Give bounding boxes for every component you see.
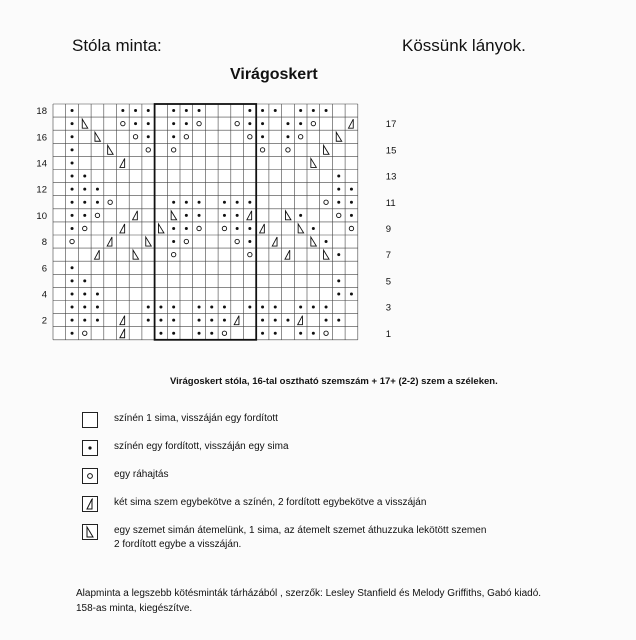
purl-dot-icon bbox=[172, 135, 175, 138]
purl-dot-icon bbox=[185, 227, 188, 230]
legend-text: színén egy fordított, visszáján egy sima bbox=[114, 441, 289, 452]
purl-dot-icon bbox=[223, 214, 226, 217]
purl-dot-icon bbox=[71, 227, 74, 230]
credits bbox=[76, 586, 541, 616]
legend-item-right-decrease bbox=[82, 524, 486, 552]
purl-dot-icon bbox=[134, 122, 137, 125]
purl-dot-icon bbox=[172, 201, 175, 204]
chart-caption: Virágoskert stóla, 16-tal osztható szemszám + 17+ (2-2) szem a széleken. bbox=[170, 376, 498, 387]
row-number-left: 12 bbox=[36, 184, 47, 196]
purl-dot-icon bbox=[312, 332, 315, 335]
right-decrease-icon bbox=[82, 524, 98, 540]
row-number-left: 14 bbox=[36, 158, 47, 170]
purl-dot-icon bbox=[185, 201, 188, 204]
row-number-left: 10 bbox=[36, 210, 47, 222]
row-number-left: 2 bbox=[41, 315, 47, 327]
purl-dot-icon bbox=[83, 188, 86, 191]
row-number-right: 1 bbox=[385, 328, 392, 340]
legend-item-left-decrease bbox=[82, 496, 426, 512]
row-number-right: 17 bbox=[385, 119, 397, 131]
purl-dot-icon bbox=[172, 332, 175, 335]
purl-dot-icon bbox=[96, 319, 99, 322]
row-number-left: 16 bbox=[36, 132, 47, 144]
purl-dot-icon bbox=[274, 306, 277, 309]
purl-dot-icon bbox=[185, 109, 188, 112]
purl-dot-icon bbox=[185, 122, 188, 125]
purl-dot-icon bbox=[172, 109, 175, 112]
legend-text-line2: 2 fordított egybe a visszáján. bbox=[114, 539, 242, 550]
purl-dot-icon bbox=[325, 240, 328, 243]
blog-title: Kössünk lányok. bbox=[402, 36, 526, 55]
purl-dot-icon bbox=[83, 279, 86, 282]
purl-dot-icon bbox=[299, 306, 302, 309]
purl-dot-icon bbox=[261, 135, 264, 138]
row-number-right: 13 bbox=[385, 171, 397, 183]
purl-dot-icon bbox=[337, 319, 340, 322]
purl-dot-icon bbox=[274, 332, 277, 335]
purl-dot-icon bbox=[134, 109, 137, 112]
purl-dot-icon bbox=[71, 292, 74, 295]
purl-dot-icon bbox=[248, 122, 251, 125]
yarn-over-icon bbox=[82, 468, 98, 484]
purl-dot-icon bbox=[198, 332, 201, 335]
row-number-right: 3 bbox=[385, 302, 392, 314]
legend-text: egy ráhajtás bbox=[114, 469, 169, 480]
purl-dot-icon bbox=[71, 135, 74, 138]
purl-dot-icon bbox=[71, 148, 74, 151]
purl-dot-icon bbox=[248, 240, 251, 243]
purl-dot-icon bbox=[159, 332, 162, 335]
purl-dot-icon bbox=[83, 214, 86, 217]
purl-dot-icon bbox=[337, 175, 340, 178]
purl-dot-icon bbox=[210, 319, 213, 322]
purl-dot-icon bbox=[261, 332, 264, 335]
legend-text bbox=[114, 524, 486, 552]
legend-text: színén 1 sima, visszáján egy fordított bbox=[114, 413, 278, 424]
purl-dot-icon bbox=[185, 214, 188, 217]
purl-dot-icon bbox=[71, 122, 74, 125]
row-number-left: 18 bbox=[36, 106, 47, 118]
purl-dot-icon bbox=[210, 332, 213, 335]
purl-dot-icon bbox=[261, 319, 264, 322]
purl-dot-icon bbox=[248, 227, 251, 230]
row-number-left: 6 bbox=[41, 263, 47, 275]
purl-dot-icon bbox=[286, 319, 289, 322]
purl-dot-icon bbox=[337, 201, 340, 204]
purl-dot-icon bbox=[337, 188, 340, 191]
purl-dot-icon bbox=[198, 201, 201, 204]
row-number-right: 5 bbox=[385, 276, 392, 288]
purl-dot-icon bbox=[71, 109, 74, 112]
purl-dot-icon bbox=[147, 319, 150, 322]
purl-dot-icon bbox=[71, 214, 74, 217]
credits-line2: 158-as minta, kiegészítve. bbox=[76, 603, 193, 614]
purl-dot-icon bbox=[337, 253, 340, 256]
purl-dot-icon bbox=[172, 122, 175, 125]
row-number-left: 4 bbox=[41, 289, 47, 301]
legend-text: két sima szem egybekötve a színén, 2 fordított egybekötve a visszáján bbox=[114, 497, 427, 508]
pattern-name: Virágoskert bbox=[230, 66, 318, 83]
purl-dot-icon bbox=[350, 201, 353, 204]
purl-dot-icon bbox=[198, 319, 201, 322]
legend-text-line1: egy szemet simán átemelünk, 1 sima, az átemelt szemet áthuzzuka lekötött szemen bbox=[114, 525, 487, 536]
purl-dot-icon bbox=[299, 332, 302, 335]
purl-dot-icon bbox=[198, 109, 201, 112]
purl-dot-icon bbox=[147, 109, 150, 112]
purl-dot-icon bbox=[325, 319, 328, 322]
purl-dot-icon bbox=[223, 319, 226, 322]
purl-dot-icon bbox=[71, 279, 74, 282]
credits-line1: Alapminta a legszebb kötésminták tárházából , szerzők: Lesley Stanfield és Melody Griffiths, Gabó kiadó. bbox=[76, 588, 542, 599]
document-title: Stóla minta: bbox=[72, 36, 162, 55]
purl-dot-icon bbox=[71, 201, 74, 204]
purl-dot-icon bbox=[350, 188, 353, 191]
purl-dot-icon bbox=[159, 306, 162, 309]
purl-dot-icon bbox=[337, 292, 340, 295]
purl-dot-icon bbox=[159, 319, 162, 322]
purl-dot-icon bbox=[299, 214, 302, 217]
purl-dot-icon bbox=[299, 122, 302, 125]
row-number-right: 15 bbox=[385, 145, 397, 157]
legend-item-knit bbox=[82, 412, 278, 428]
empty-square-icon bbox=[82, 412, 98, 428]
purl-dot-icon bbox=[261, 109, 264, 112]
legend-item-yarn-over bbox=[82, 468, 168, 484]
purl-dot-icon bbox=[83, 306, 86, 309]
purl-dot-icon bbox=[248, 306, 251, 309]
purl-dot-icon bbox=[286, 122, 289, 125]
purl-dot-icon bbox=[172, 319, 175, 322]
purl-dot-icon bbox=[198, 306, 201, 309]
purl-dot-icon bbox=[236, 201, 239, 204]
purl-dot-icon bbox=[286, 135, 289, 138]
purl-dot-icon bbox=[350, 214, 353, 217]
purl-dot-icon bbox=[236, 214, 239, 217]
purl-dot-icon bbox=[147, 306, 150, 309]
legend-item-purl bbox=[82, 440, 289, 456]
purl-dot-icon bbox=[312, 306, 315, 309]
purl-dot-icon bbox=[210, 306, 213, 309]
purl-dot-icon bbox=[299, 109, 302, 112]
left-decrease-icon bbox=[82, 496, 98, 512]
purl-dot-icon bbox=[337, 279, 340, 282]
row-number-right: 9 bbox=[385, 223, 392, 235]
purl-dot-icon bbox=[147, 122, 150, 125]
purl-dot-icon bbox=[96, 292, 99, 295]
purl-dot-icon bbox=[71, 175, 74, 178]
purl-dot-icon bbox=[172, 240, 175, 243]
row-number-right: 11 bbox=[385, 197, 396, 209]
row-number-right: 7 bbox=[385, 250, 392, 262]
purl-dot-icon bbox=[96, 188, 99, 191]
purl-dot-icon bbox=[96, 201, 99, 204]
purl-dot-icon bbox=[223, 201, 226, 204]
purl-dot-icon bbox=[71, 319, 74, 322]
purl-dot-icon bbox=[172, 227, 175, 230]
purl-dot-icon bbox=[83, 175, 86, 178]
purl-dot-icon bbox=[147, 135, 150, 138]
purl-dot-icon bbox=[71, 306, 74, 309]
purl-dot-icon bbox=[71, 332, 74, 335]
purl-dot-icon bbox=[312, 109, 315, 112]
purl-dot-icon bbox=[83, 201, 86, 204]
purl-dot-icon bbox=[248, 201, 251, 204]
purl-dot-icon bbox=[96, 306, 99, 309]
purl-dot-icon bbox=[274, 319, 277, 322]
purl-dot-icon bbox=[274, 109, 277, 112]
purl-dot-icon bbox=[236, 227, 239, 230]
purl-dot-icon bbox=[121, 109, 124, 112]
purl-dot-icon bbox=[172, 306, 175, 309]
purl-dot-icon bbox=[71, 266, 74, 269]
purl-dot-icon bbox=[350, 292, 353, 295]
purl-dot-icon bbox=[82, 440, 98, 456]
purl-dot-icon bbox=[261, 122, 264, 125]
purl-dot-icon bbox=[198, 214, 201, 217]
purl-dot-icon bbox=[71, 188, 74, 191]
purl-dot-icon bbox=[223, 306, 226, 309]
purl-dot-icon bbox=[83, 292, 86, 295]
purl-dot-icon bbox=[325, 109, 328, 112]
purl-dot-icon bbox=[248, 109, 251, 112]
purl-dot-icon bbox=[71, 161, 74, 164]
row-number-left: 8 bbox=[41, 237, 47, 249]
purl-dot-icon bbox=[83, 319, 86, 322]
purl-dot-icon bbox=[312, 227, 315, 230]
purl-dot-icon bbox=[261, 306, 264, 309]
purl-dot-icon bbox=[325, 306, 328, 309]
